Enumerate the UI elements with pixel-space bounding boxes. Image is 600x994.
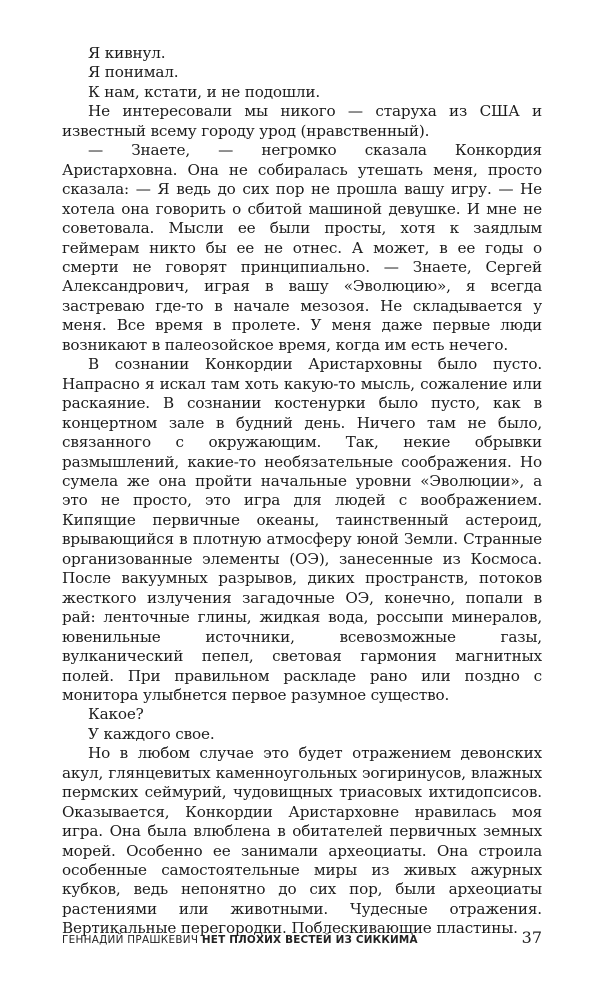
text-body (62, 44, 542, 939)
paragraph: Я понимал. (88, 63, 179, 82)
paragraph: Но в любом случае это будет отражением девонских акул, глянцевитых каменноугольных эогиринусов, влажных пермских сеймурий, чудовищных триасовых ихтидопсисов. Оказывается, Конкордии Аристарховне нравилась моя игра. Она была влюблена в обитателей первичных земных морей. Особенно ее занимали археоциаты. Она строила особенные самостоятельные миры из живых ажурных кубков, ведь непонятно до сих пор, были археоциаты растениями или животными. Чудесные отражения. Вертикальные перегородки. Поблескивающие пластины. (62, 744, 542, 938)
paragraph: У каждого свое. (88, 724, 215, 743)
page-footer (62, 928, 542, 950)
paragraph: Какое? (88, 705, 144, 724)
footer-author: ГЕННАДИЙ ПРАШКЕВИЧ (62, 934, 199, 946)
running-footer (62, 934, 418, 946)
paragraph: — Знаете, — негромко сказала Конкордия Аристарховна. Она не собиралась утешать меня, просто сказала: — Я ведь до сих пор не прошла вашу игру. — Не хотела она говорить о сбитой машиной девушке. И мне не советовала. Мысли ее были просты, хотя к заядлым геймерам никто бы ее не отнес. А может, в ее годы о смерти не говорят принципиально. — Знаете, Сергей Александрович, играя в вашу «Эволюцию», я всегда застреваю где-то в начале мезозоя. Не складывается у меня. Все время в пролете. У меня даже первые люди возникают в палеозойское время, когда им есть нечего. (62, 141, 542, 354)
page-body (62, 44, 542, 939)
paragraph: В сознании Конкордии Аристарховны было пусто. Напрасно я искал там хоть какую-то мысль, сожаление или раскаяние. В сознании костенурки было пусто, как в концертном зале в будний день. Ничего там не было, связанного с окружающим. Так, некие обрывки размышлений, какие-то необязательные соображения. Но сумела же она пройти начальные уровни «Эволюции», а это не просто, это игра для людей с воображением. Кипящие первичные океаны, таинственный астероид, врывающийся в плотную атмосферу юной Земли. Странные организованные элементы (ОЭ), занесенные из Космоса. После вакуумных разрывов, диких пространств, потоков жесткого излучения загадочные ОЭ, конечно, попали в рай: ленточные глины, жидкая вода, россыпи минералов, ювенильные источники, всевозможные газы, вулканический пепел, световая гармония магнитных полей. При правильном раскладе рано или поздно с монитора улыбнется первое разумное существо. (62, 355, 542, 704)
paragraph: К нам, кстати, и не подошли. (88, 82, 321, 101)
page-number: 37 (521, 928, 542, 947)
paragraph: Не интересовали мы никого — старуха из США и известный всему городу урод (нравственный). (62, 102, 542, 140)
paragraph: Я кивнул. (88, 44, 166, 62)
footer-book-title: НЕТ ПЛОХИХ ВЕСТЕЙ ИЗ СИККИМА (201, 934, 418, 946)
